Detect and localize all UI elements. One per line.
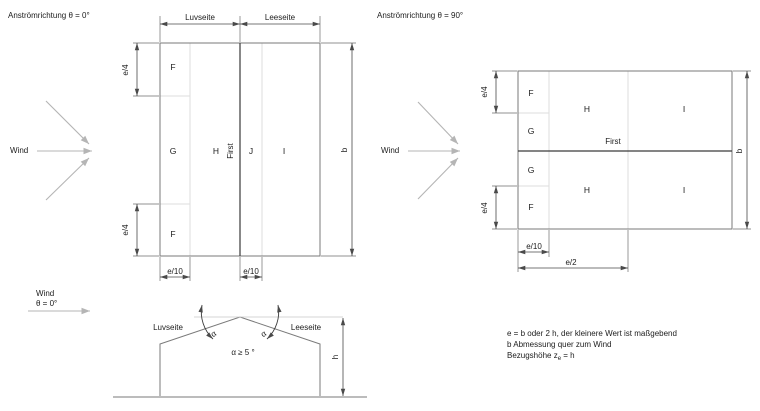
zone-g-bottom-label-90: G [527,165,535,175]
zone-h-top-label-90: H [583,104,591,114]
plan-theta-90-diagram [377,11,751,272]
dim-e4-top-label: e/4 [121,64,130,76]
leeseite-label: Leeseite [264,13,296,22]
zone-g-top-label-90: G [527,126,535,136]
dim-b-label: b [340,147,349,153]
luvseite-label: Luvseite [185,13,215,22]
dim-e4-bottom-label: e/4 [121,224,130,236]
dim-e2-label-90: e/2 [565,258,577,267]
wind-arrow-upper [46,101,89,144]
zone-i-label: I [282,146,286,156]
zone-i-bottom-label-90: I [682,185,686,195]
plan-theta-90-title: Anströmrichtung θ = 90° [377,11,464,20]
dim-bottom-theta-90 [518,230,628,272]
wind-arrow-upper [418,102,458,144]
wind-arrows-theta-90 [381,102,460,199]
dim-e4-bottom-theta-90 [480,186,517,229]
note-line-3: Bezugshöhe $z_e = h$ [507,351,575,362]
wind-arrows-theta-0 [10,101,92,200]
zone-f-bottom-label-90: F [528,202,534,212]
notes-block [507,329,677,362]
elevation-wind-label: Wind [36,289,55,298]
zone-f-top-label: F [170,62,176,72]
wind-arrow-lower [46,158,89,200]
elevation-diagram [28,289,367,397]
wind-label: Wind [10,146,29,155]
dim-e4-top-theta-0 [121,43,159,96]
ridge-first-label: First [226,143,235,159]
dim-luvseite-leeseite [160,13,320,42]
dim-e4-top-label-90: e/4 [480,86,489,98]
dim-e10-right-label: e/10 [243,267,259,276]
alpha-condition-label: α ≥ 5 ° [231,348,255,357]
dim-e10-label-90: e/10 [526,242,542,251]
zone-h-label: H [212,146,220,156]
wind-label-90: Wind [381,146,400,155]
zone-i-top-label-90: I [682,104,686,114]
zone-f-bottom-label: F [170,229,176,239]
zone-h-bottom-label-90: H [583,185,591,195]
elevation-luvseite-label: Luvseite [153,323,183,332]
dim-e4-bottom-label-90: e/4 [480,202,489,214]
dim-e4-bottom-theta-0 [121,204,159,256]
wind-arrow-lower [418,158,458,199]
ridge-first-label-90: First [605,137,621,146]
dim-h-label: h [331,354,340,360]
note-line-2: b Abmessung quer zum Wind [507,340,612,349]
zone-j-label: J [248,146,254,156]
roof-plan-outline-90 [518,71,732,229]
elevation-leeseite-label: Leeseite [290,323,322,332]
dim-e10-theta-0 [160,257,262,281]
dim-e10-left-label: e/10 [167,267,183,276]
dim-e4-top-theta-90 [480,71,517,113]
angle-arc-right [267,305,279,339]
dim-b-label-90: b [735,148,744,154]
dim-b-theta-90 [733,71,751,229]
elevation-wind-theta: θ = 0° [36,299,58,308]
note-line-1: e = b oder 2 h, der kleinere Wert ist maßgebend [507,329,677,338]
alpha-left-label: α [209,328,219,339]
dim-b-theta-0 [321,43,356,256]
zone-g-label: G [169,146,177,156]
alpha-right-label: α [259,328,269,339]
zone-f-top-label-90: F [528,88,534,98]
plan-theta-0-title: Anströmrichtung θ = 0° [8,11,90,20]
plan-theta-0-diagram [8,11,356,281]
dim-h [331,318,343,396]
